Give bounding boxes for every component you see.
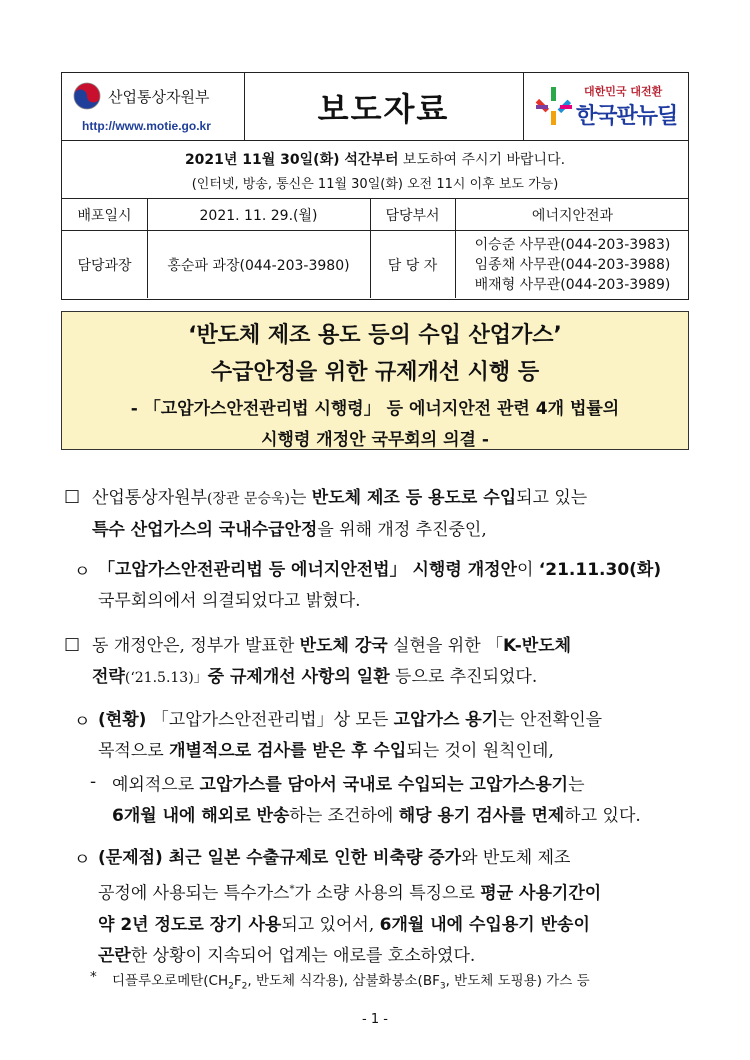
circle-bullet: ㅇ [74,850,91,870]
manager-label: 담당과장 [77,257,132,274]
new-deal-wordmark: 한국판뉴딜 [576,104,678,129]
headline-line-2: 수급안정을 위한 규제개선 시행 등 [210,360,540,385]
embargo-text: 보도하여 주시기 바랍니다. [398,152,566,168]
department-value: 에너지안전과 [531,207,614,224]
header-top-row [62,73,688,141]
taegeuk-icon [72,81,102,111]
dash-bullet: - [90,772,97,792]
release-date-label: 배포일시 [77,207,132,224]
paragraph-1: 산업통상자원부(장관 문승욱)는 반도체 제조 등 용도로 수입되고 있는 특수 산업가스의 국내수급안정을 위해 개정 추진중인, [92,488,588,540]
contact-row [62,231,688,298]
subheadline-line-2: 시행령 개정안 국무회의 의결 - [261,430,489,450]
korean-new-deal-logo [532,79,684,135]
doc-type-title: 보도자료 [317,90,450,128]
ministry-logo [72,81,237,111]
headline-band [61,311,689,450]
new-deal-tagline: 대한민국 대전환 [584,85,663,98]
staff-contact: 임종채 사무관(044-203-3988) [474,256,671,273]
ministry-url[interactable]: http://www.motie.go.kr [82,119,211,133]
press-release-header [61,72,689,300]
staff-list [455,231,690,298]
box-bullet: □ [64,634,81,654]
release-info-row [62,199,688,231]
box-bullet: □ [64,486,81,506]
paragraph-4: (현황) 「고압가스안전관리법」상 모든 고압가스 용기는 안전확인을 목적으로 개별적으로 검사를 받은 후 수입되는 것이 원칙인데, [98,710,603,761]
footnote: 디플루오로메탄($CH_2F_2$, 반도체 식각용), 삼불화붕소($BF_3$, 반도체 도핑용) 가스 등 [112,973,590,992]
new-deal-mark-icon [534,85,574,129]
circle-bullet: ㅇ [74,562,91,582]
embargo-note: (인터넷, 방송, 통신은 11월 30일(화) 오전 11시 이후 보도 가능) [191,177,559,192]
release-date-value: 2021. 11. 29.(월) [199,207,318,224]
embargo-row [62,141,688,199]
footnote-mark: * [90,969,97,985]
embargo-date: 2021년 11월 30일(화) 석간부터 [184,152,399,168]
paragraph-6: (문제점) 최근 일본 수출규제로 인한 비축량 증가와 반도체 제조 공정에 사용되는 특수가스*가 소량 사용의 특징으로 평균 사용기간이 약 2년 정도로 장기 사용되고 있어서, 6개월 내에 수입용기 반송이 곤란한 상황이 지속되어 업계는 애로를 호소하였다. [98,848,602,966]
page-number: - 1 - [362,1012,388,1027]
paragraph-3: 동 개정안은, 정부가 발표한 반도체 강국 실현을 위한 「K-반도체 전략(‘21.5.13)」중 규제개선 사항의 일환 등으로 추진되었다. [92,636,572,687]
staff-contact: 배재형 사무관(044-203-3989) [474,276,671,293]
paragraph-2: 「고압가스안전관리법 등 에너지안전법」 시행령 개정안이 ‘21.11.30(화) 국무회의에서 의결되었다고 밝혔다. [98,560,662,611]
paragraph-5: 예외적으로 고압가스를 담아서 국내로 수입되는 고압가스용기는 6개월 내에 해외로 반송하는 조건하에 해당 용기 검사를 면제하고 있다. [112,775,641,826]
ministry-name: 산업통상자원부 [108,87,210,106]
staff-label: 담 당 자 [387,257,438,274]
department-label: 담당부서 [385,207,440,224]
staff-contact: 이승준 사무관(044-203-3983) [474,236,671,253]
manager-value: 홍순파 과장(044-203-3980) [167,257,350,274]
subheadline-line-1: - 「고압가스안전관리법 시행령」 등 에너지안전 관련 4개 법률의 [130,399,620,419]
headline-line-1: ‘반도체 제조 용도 등의 수입 산업가스’ [188,323,562,348]
circle-bullet: ㅇ [74,712,91,732]
